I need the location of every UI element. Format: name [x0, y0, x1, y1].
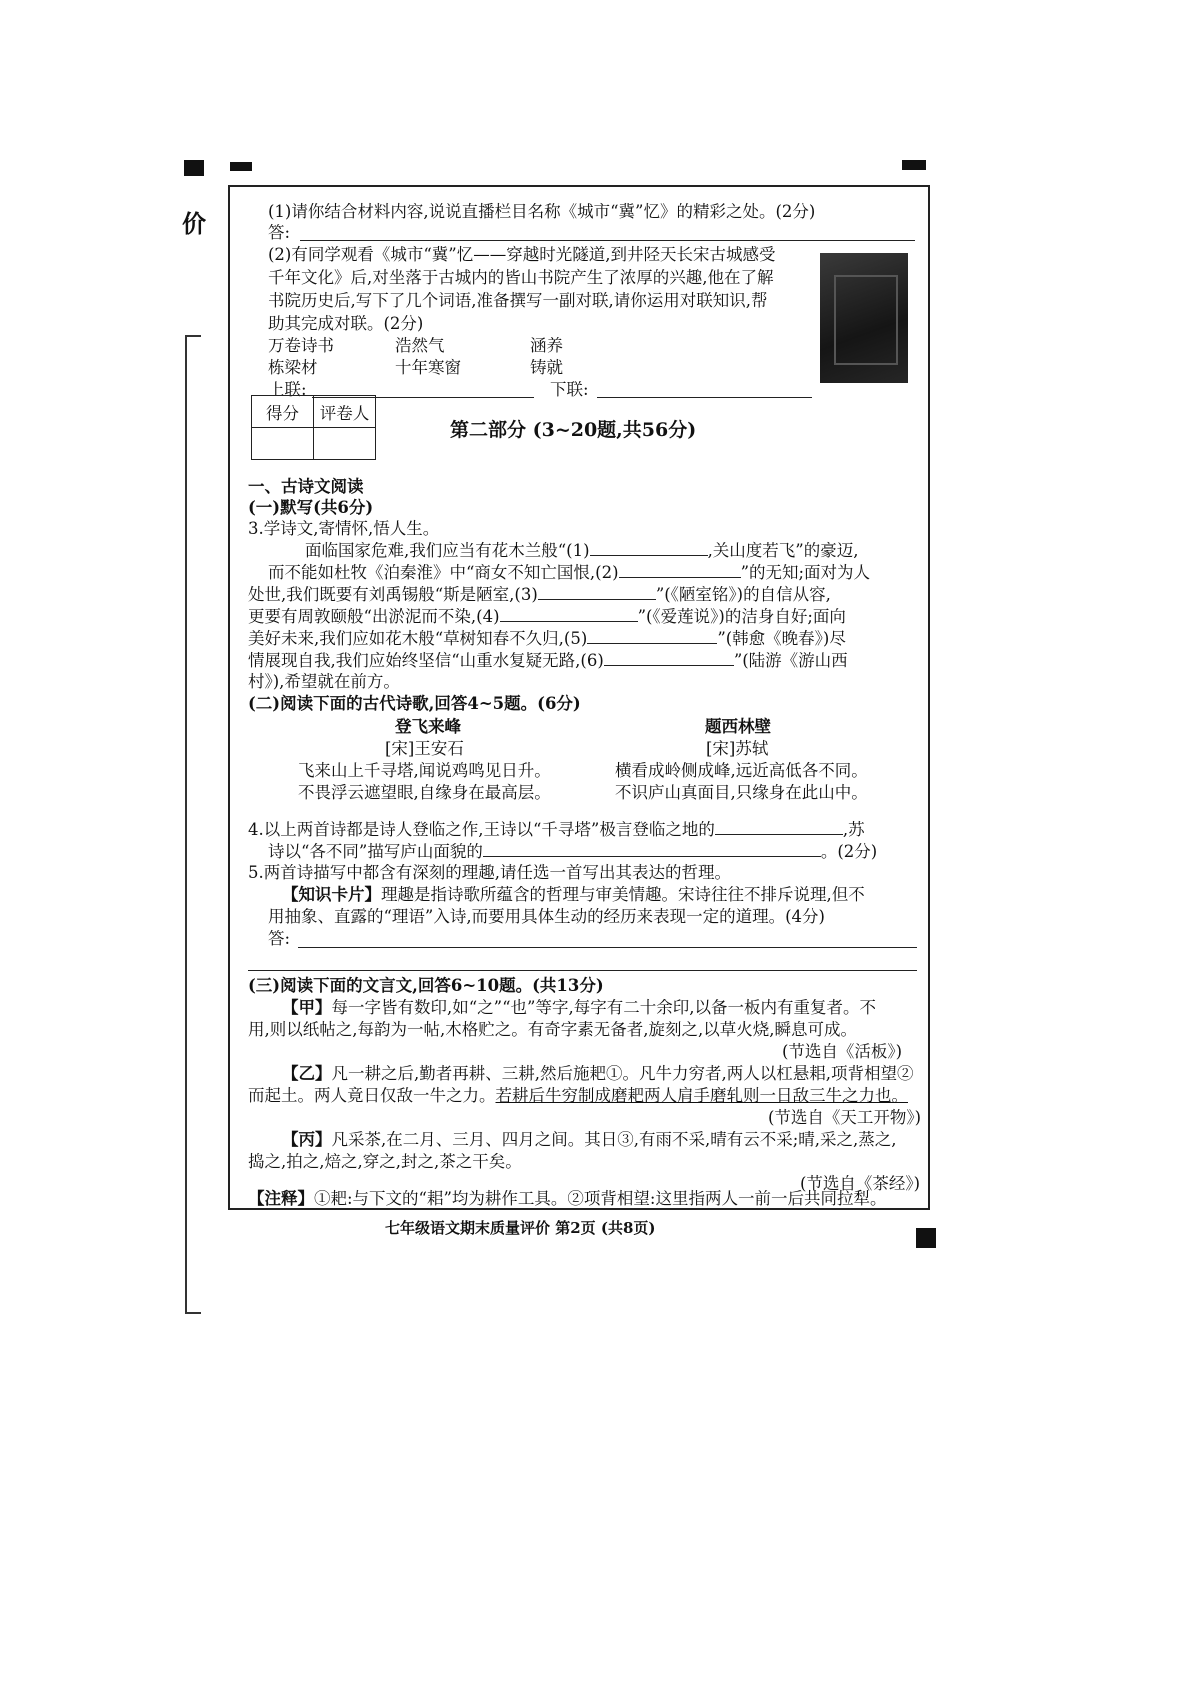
registration-mark-top-left-2 [230, 162, 252, 171]
q3-line7: 村》),希望就在前方。 [248, 672, 400, 691]
poem2-line2: 不识庐山真面目,只缘身在此山中。 [615, 783, 868, 802]
q1-answer-label: 答: [268, 223, 291, 242]
q2-word-1-3: 涵养 [530, 336, 563, 355]
q3-line1: 面临国家危难,我们应当有花木兰般“(1) ,关山度若飞”的豪迈, [305, 541, 859, 560]
grader-header: 评卷人 [314, 396, 376, 428]
registration-mark-top-left-1 [184, 160, 204, 176]
q3-intro: 3.学诗文,寄情怀,悟人生。 [248, 519, 440, 538]
notes-line: 【注释】①耙:与下文的“耜”均为耕作工具。②项背相望:这里指两人一前一后共同拉犁。 [248, 1189, 887, 1208]
q3-blank-5[interactable] [587, 627, 717, 644]
knowledge-card-label: 【知识卡片】 [282, 885, 381, 904]
section1-sub2: (二)阅读下面的古代诗歌,回答4~5题。(6分) [248, 694, 581, 713]
poem1-line1: 飞来山上千寻塔,闻说鸡鸣见日升。 [298, 761, 551, 780]
q2-word-1-2: 浩然气 [395, 336, 445, 355]
jia-line1: 【甲】每一字皆有数印,如“之”“也”等字,每字有二十余印,以备一板内有重复者。不 [282, 998, 876, 1017]
q5-line2: 【知识卡片】理趣是指诗歌所蕴含的哲理与审美情趣。宋诗往往不排斥说理,但不 [282, 885, 865, 904]
score-header: 得分 [252, 396, 314, 428]
q2-line1: (2)有同学观看《城市“冀”忆——穿越时光隧道,到井陉天长宋古城感受 [268, 245, 776, 264]
q3-blank-4[interactable] [500, 605, 638, 622]
poem2-title: 题西林壁 [705, 717, 771, 736]
q5-answer-label: 答: [268, 929, 291, 948]
yi-line1: 【乙】凡一耕之后,勤者再耕、三耕,然后施耙①。凡牛力穷者,两人以杠悬耜,项背相望② [282, 1064, 914, 1083]
lower-couplet-line [597, 397, 812, 398]
jia-source: (节选自《活板》) [782, 1042, 903, 1061]
binding-line [185, 335, 201, 1314]
score-cell [252, 428, 314, 460]
notes-label: 【注释】 [248, 1189, 314, 1208]
q3-blank-2[interactable] [619, 561, 741, 578]
yi-label: 【乙】 [282, 1064, 332, 1083]
q1-answer-line [300, 240, 915, 241]
score-table [251, 395, 376, 460]
q2-word-2-1: 栋梁材 [268, 358, 318, 377]
q3-line6: 情展现自我,我们应始终坚信“山重水复疑无路,(6) ”(陆游《游山西 [248, 651, 848, 670]
poem1-author: [宋]王安石 [385, 739, 464, 758]
q2-word-1-1: 万卷诗书 [268, 336, 334, 355]
side-label: 价 [182, 209, 206, 238]
q3-line3: 处世,我们既要有刘禹锡般“斯是陋室,(3) ”(《陋室铭》)的自信从容, [248, 585, 831, 604]
q2-word-2-3: 铸就 [530, 358, 563, 377]
bing-label: 【丙】 [282, 1130, 332, 1149]
q3-line5: 美好未来,我们应如花木般“草树知春不久归,(5) ”(韩愈《晚春》)尽 [248, 629, 846, 648]
poem1-line2: 不畏浮云遮望眼,自缘身在最高层。 [298, 783, 551, 802]
poem2-line1: 横看成岭侧成峰,远近高低各不同。 [615, 761, 868, 780]
section1-sub3: (三)阅读下面的文言文,回答6~10题。(共13分) [248, 976, 604, 995]
lower-couplet-label: 下联: [550, 380, 589, 399]
q5-line1: 5.两首诗描写中都含有深刻的理趣,请任选一首写出其表达的哲理。 [248, 863, 731, 882]
yi-underlined-sentence: 若耕后牛穷制成磨耙两人肩手磨轧则一日敌三牛之力也。 [495, 1086, 908, 1105]
q4-line1: 4.以上两首诗都是诗人登临之作,王诗以“千寻塔”极言登临之地的 ,苏 [248, 820, 865, 839]
poem2-author: [宋]苏轼 [706, 739, 769, 758]
q4-blank-2[interactable] [483, 840, 821, 857]
yi-source: (节选自《天工开物》) [768, 1108, 922, 1127]
q4-blank-1[interactable] [715, 818, 843, 835]
jia-label: 【甲】 [282, 998, 332, 1017]
q3-line2: 而不能如杜牧《泊秦淮》中“商女不知亡国恨,(2) ”的无知;面对为人 [268, 563, 871, 582]
q3-blank-1[interactable] [590, 539, 708, 556]
academy-photo [820, 253, 908, 383]
q2-line4: 助其完成对联。(2分) [268, 314, 424, 333]
grader-cell [314, 428, 376, 460]
registration-mark-top-right [902, 160, 926, 170]
upper-couplet-label: 上联: [268, 380, 307, 399]
yi-line2: 而起土。两人竟日仅敌一牛之力。若耕后牛穷制成磨耙两人肩手磨轧则一日敌三牛之力也。 [248, 1086, 908, 1105]
bing-source: (节选自《茶经》) [800, 1174, 921, 1193]
jia-line2: 用,则以纸帖之,每韵为一帖,木格贮之。有奇字素无备者,旋刻之,以草火烧,瞬息可成。 [248, 1020, 857, 1039]
q1-prompt: (1)请你结合材料内容,说说直播栏目名称《城市“冀”忆》的精彩之处。(2分) [268, 202, 816, 221]
bing-line1: 【丙】凡采茶,在二月、三月、四月之间。其日③,有雨不采,晴有云不采;晴,采之,蒸之, [282, 1130, 897, 1149]
q4-line2: 诗以“各不同”描写庐山面貌的 。(2分) [268, 842, 878, 861]
q5-line3: 用抽象、直露的“理语”入诗,而要用具体生动的经历来表现一定的道理。(4分) [268, 907, 825, 926]
section1-sub1: (一)默写(共6分) [248, 498, 374, 517]
registration-mark-bottom-right [916, 1228, 936, 1248]
q5-answer-line-2 [248, 970, 917, 971]
page-footer: 七年级语文期末质量评价 第2页 (共8页) [385, 1219, 656, 1237]
q5-answer-line-1 [298, 947, 917, 948]
q3-line4: 更要有周敦颐般“出淤泥而不染,(4) ”(《爱莲说》)的洁身自好;面向 [248, 607, 846, 626]
bing-line2: 捣之,拍之,焙之,穿之,封之,茶之干矣。 [248, 1152, 522, 1171]
q2-line2: 千年文化》后,对坐落于古城内的皆山书院产生了浓厚的兴趣,他在了解 [268, 268, 774, 287]
q3-blank-6[interactable] [604, 649, 734, 666]
poem1-title: 登飞来峰 [395, 717, 461, 736]
part2-title: 第二部分 (3~20题,共56分) [450, 419, 697, 441]
q2-word-2-2: 十年寒窗 [395, 358, 461, 377]
q2-line3: 书院历史后,写下了几个词语,准备撰写一副对联,请你运用对联知识,帮 [268, 291, 768, 310]
section1-title: 一、古诗文阅读 [248, 477, 364, 496]
q3-blank-3[interactable] [538, 583, 656, 600]
